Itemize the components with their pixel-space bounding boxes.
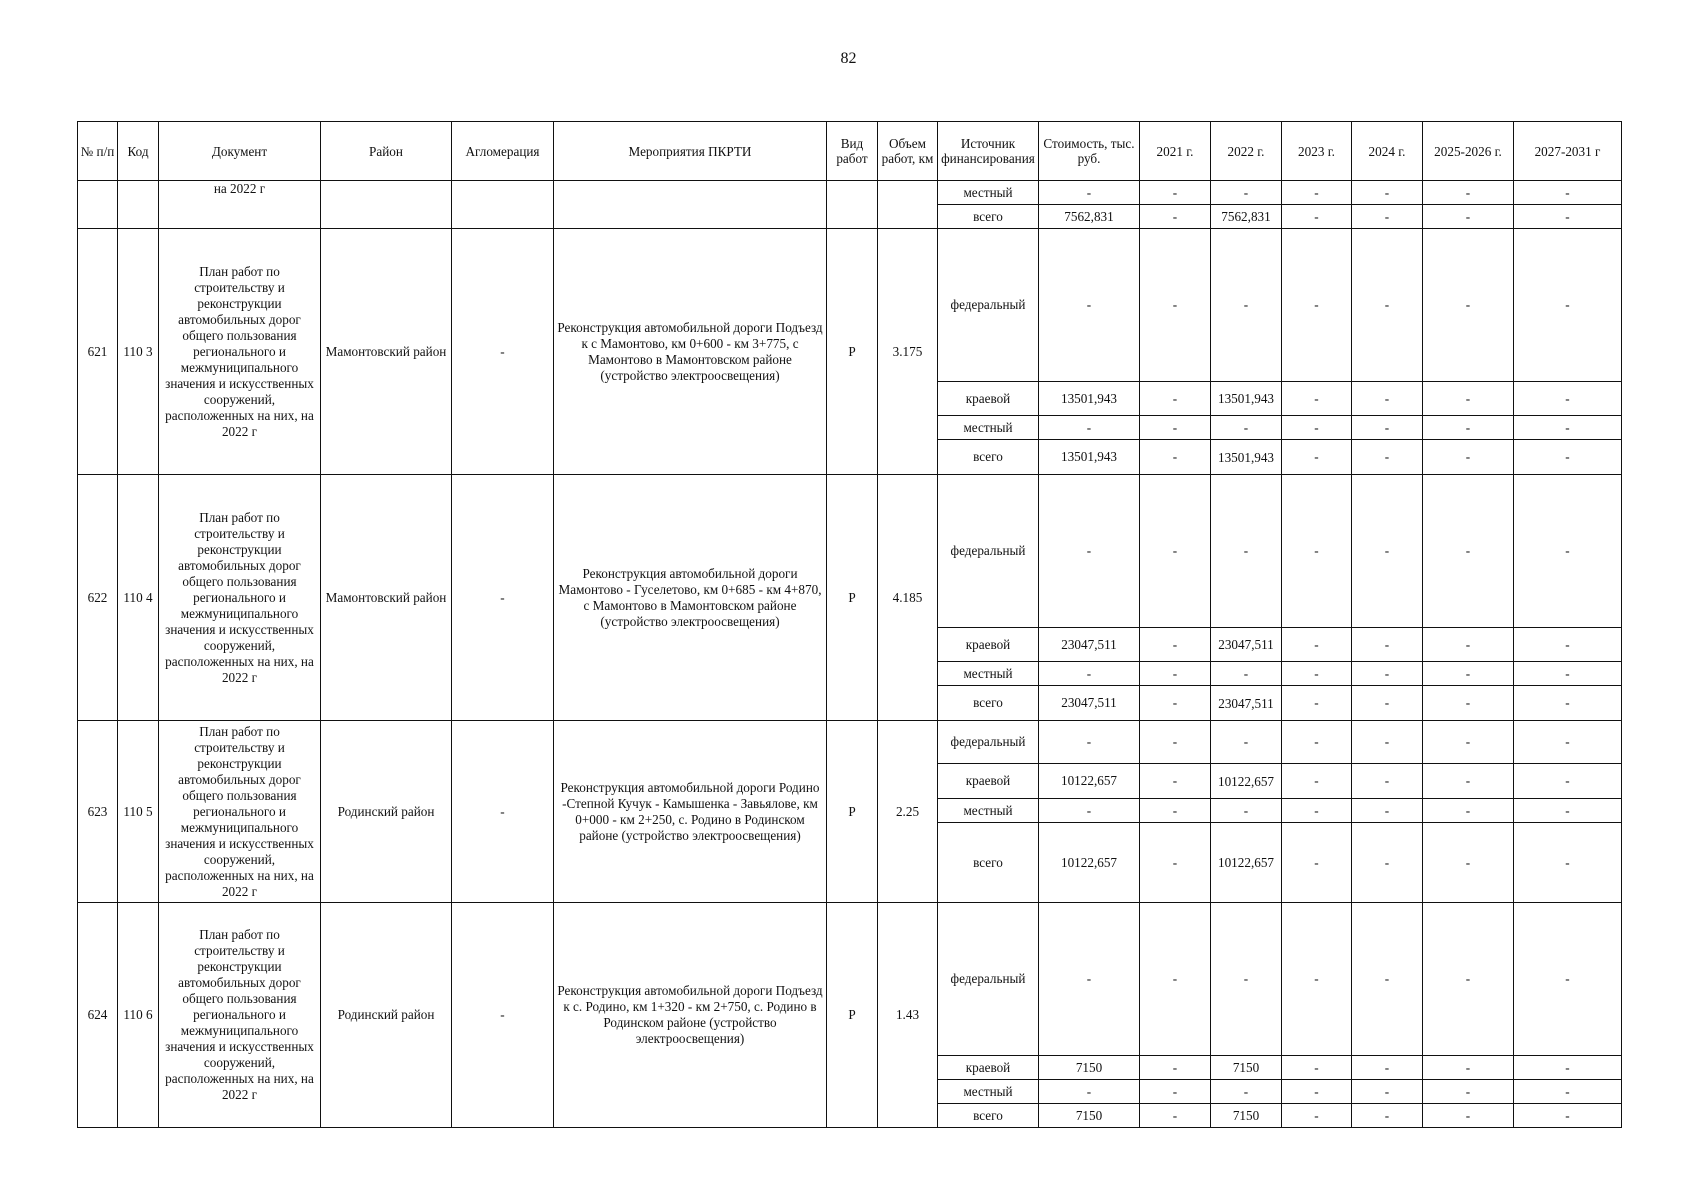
cell-2025-2026: - [1423,662,1514,686]
cell-2022: - [1211,475,1282,628]
header-code: Код [118,122,159,181]
cell-measure: Реконструкция автомобильной дороги Подъезд к с Мамонтово, км 0+600 - км 3+775, с Мамонтово в Мамонтовском районе (устройство электроосвещения) [554,229,827,475]
table-row [78,475,1622,628]
cell-2022: 23047,511 [1211,628,1282,662]
cell-2027-2031: - [1514,764,1622,799]
cell-cost: - [1039,903,1140,1056]
cell-volume: 4.185 [878,475,938,721]
cell-source: всего [938,205,1039,229]
cell-document: План работ по строительству и реконструкции автомобильных дорог общего пользования регионального и межмуниципального значения и искусственных сооружений, расположенных на них, на 2022 г [159,721,321,903]
cell-2024: - [1352,205,1423,229]
cell-volume: 2.25 [878,721,938,903]
cell-district: Мамонтовский район [321,229,452,475]
cell-2022: 13501,943 [1211,382,1282,416]
cell-2024: - [1352,662,1423,686]
header-2021: 2021 г. [1140,122,1211,181]
cell-measure: Реконструкция автомобильной дороги Мамонтово - Гуселетово, км 0+685 - км 4+870, с Мамонтово в Мамонтовском районе (устройство электроосвещения) [554,475,827,721]
cell-cost: 10122,657 [1039,823,1140,903]
cell-2021: - [1140,662,1211,686]
cell-2023: - [1282,686,1352,721]
cell-2025-2026: - [1423,440,1514,475]
cell-2021: - [1140,903,1211,1056]
cell-cost: - [1039,181,1140,205]
cell-2024: - [1352,229,1423,382]
cell-source: местный [938,662,1039,686]
cell-2023: - [1282,903,1352,1056]
cell-2023: - [1282,181,1352,205]
cell-2022: - [1211,1080,1282,1104]
cell-source: местный [938,416,1039,440]
cell-num [78,181,118,229]
header-num: № п/п [78,122,118,181]
cell-2023: - [1282,1104,1352,1128]
cell-cost: 7562,831 [1039,205,1140,229]
cell-measure [554,181,827,229]
cell-volume: 3.175 [878,229,938,475]
header-document: Документ [159,122,321,181]
cell-work-type: Р [827,721,878,903]
header-2022: 2022 г. [1211,122,1282,181]
cell-work-type: Р [827,903,878,1128]
cell-2025-2026: - [1423,1056,1514,1080]
header-source: Источник финансирования [938,122,1039,181]
cell-2024: - [1352,721,1423,764]
cell-2025-2026: - [1423,181,1514,205]
cell-num: 623 [78,721,118,903]
cell-cost: - [1039,1080,1140,1104]
cell-2027-2031: - [1514,229,1622,382]
cell-document: на 2022 г [159,181,321,229]
cell-2024: - [1352,686,1423,721]
cell-2022: 7150 [1211,1056,1282,1080]
cell-source: краевой [938,1056,1039,1080]
cell-2027-2031: - [1514,721,1622,764]
cell-2022: - [1211,181,1282,205]
cell-2022: - [1211,903,1282,1056]
cell-source: всего [938,1104,1039,1128]
cell-2022: - [1211,229,1282,382]
cell-2027-2031: - [1514,1104,1622,1128]
cell-2025-2026: - [1423,416,1514,440]
cell-measure: Реконструкция автомобильной дороги Родино -Степной Кучук - Камышенка - Завьялове, км 0+000 - км 2+250, с. Родино в Родинском районе (устройство электроосвещения) [554,721,827,903]
cell-2027-2031: - [1514,475,1622,628]
cell-source: местный [938,181,1039,205]
cell-source: краевой [938,628,1039,662]
cell-2024: - [1352,181,1423,205]
header-row [78,122,1622,181]
cell-2022: - [1211,799,1282,823]
cell-2025-2026: - [1423,1080,1514,1104]
financing-table [77,121,1622,1128]
cell-volume: 1.43 [878,903,938,1128]
cell-2022: 23047,511 [1211,686,1282,721]
cell-2021: - [1140,1104,1211,1128]
cell-2024: - [1352,416,1423,440]
cell-source: местный [938,1080,1039,1104]
header-2025-2026: 2025-2026 г. [1423,122,1514,181]
cell-2021: - [1140,799,1211,823]
cell-2023: - [1282,205,1352,229]
cell-cost: 13501,943 [1039,440,1140,475]
cell-2025-2026: - [1423,382,1514,416]
cell-2027-2031: - [1514,382,1622,416]
cell-2023: - [1282,1056,1352,1080]
cell-2023: - [1282,475,1352,628]
cell-2021: - [1140,764,1211,799]
cell-2021: - [1140,229,1211,382]
cell-work-type: Р [827,229,878,475]
cell-2023: - [1282,628,1352,662]
page-number: 82 [840,50,857,67]
cell-2025-2026: - [1423,799,1514,823]
cell-cost: 10122,657 [1039,764,1140,799]
cell-num: 621 [78,229,118,475]
cell-agglomeration: - [452,475,554,721]
cell-source: краевой [938,764,1039,799]
cell-cost: - [1039,416,1140,440]
cell-source: всего [938,440,1039,475]
cell-2021: - [1140,823,1211,903]
header-work-type: Вид работ [827,122,878,181]
cell-2022: 10122,657 [1211,823,1282,903]
cell-2022: 13501,943 [1211,440,1282,475]
cell-cost: 13501,943 [1039,382,1140,416]
cell-cost: - [1039,475,1140,628]
table-row [78,229,1622,382]
cell-2025-2026: - [1423,205,1514,229]
cell-2025-2026: - [1423,686,1514,721]
cell-volume [878,181,938,229]
cell-2027-2031: - [1514,903,1622,1056]
cell-cost: 7150 [1039,1056,1140,1080]
cell-2023: - [1282,721,1352,764]
cell-2024: - [1352,764,1423,799]
header-district: Район [321,122,452,181]
cell-cost: - [1039,721,1140,764]
cell-agglomeration: - [452,229,554,475]
cell-2022: 7562,831 [1211,205,1282,229]
cell-2021: - [1140,1056,1211,1080]
cell-2025-2026: - [1423,721,1514,764]
cell-2027-2031: - [1514,1080,1622,1104]
cell-2022: 7150 [1211,1104,1282,1128]
cell-source: федеральный [938,229,1039,382]
cell-2024: - [1352,475,1423,628]
cell-code: 110 5 [118,721,159,903]
cell-cost: - [1039,662,1140,686]
table-row [78,903,1622,1056]
cell-2025-2026: - [1423,229,1514,382]
cell-2024: - [1352,1080,1423,1104]
cell-source: федеральный [938,721,1039,764]
cell-2021: - [1140,382,1211,416]
cell-2027-2031: - [1514,205,1622,229]
cell-2025-2026: - [1423,903,1514,1056]
cell-2027-2031: - [1514,686,1622,721]
header-cost: Стоимость, тыс. руб. [1039,122,1140,181]
cell-2021: - [1140,416,1211,440]
cell-2021: - [1140,628,1211,662]
header-2023: 2023 г. [1282,122,1352,181]
cell-2024: - [1352,628,1423,662]
table-row [78,181,1622,205]
cell-code [118,181,159,229]
cell-document: План работ по строительству и реконструкции автомобильных дорог общего пользования регионального и межмуниципального значения и искусственных сооружений, расположенных на них, на 2022 г [159,903,321,1128]
cell-2021: - [1140,475,1211,628]
cell-2023: - [1282,823,1352,903]
cell-2021: - [1140,721,1211,764]
cell-2024: - [1352,903,1423,1056]
cell-2024: - [1352,1056,1423,1080]
cell-2027-2031: - [1514,628,1622,662]
cell-work-type [827,181,878,229]
cell-2024: - [1352,1104,1423,1128]
cell-2021: - [1140,1080,1211,1104]
cell-2024: - [1352,382,1423,416]
cell-district: Родинский район [321,903,452,1128]
cell-cost: 23047,511 [1039,686,1140,721]
cell-2022: - [1211,416,1282,440]
cell-num: 624 [78,903,118,1128]
cell-2024: - [1352,440,1423,475]
cell-2023: - [1282,764,1352,799]
header-agglomeration: Агломерация [452,122,554,181]
cell-2023: - [1282,416,1352,440]
cell-2025-2026: - [1423,1104,1514,1128]
cell-2027-2031: - [1514,440,1622,475]
cell-2021: - [1140,440,1211,475]
cell-2023: - [1282,1080,1352,1104]
header-2027-2031: 2027-2031 г [1514,122,1622,181]
cell-cost: 7150 [1039,1104,1140,1128]
cell-2027-2031: - [1514,416,1622,440]
cell-2022: - [1211,721,1282,764]
cell-num: 622 [78,475,118,721]
cell-code: 110 4 [118,475,159,721]
cell-2027-2031: - [1514,823,1622,903]
cell-2023: - [1282,229,1352,382]
cell-2022: 10122,657 [1211,764,1282,799]
cell-2027-2031: - [1514,799,1622,823]
cell-2021: - [1140,205,1211,229]
cell-source: краевой [938,382,1039,416]
cell-2023: - [1282,799,1352,823]
cell-document: План работ по строительству и реконструкции автомобильных дорог общего пользования регионального и межмуниципального значения и искусственных сооружений, расположенных на них, на 2022 г [159,229,321,475]
cell-cost: - [1039,799,1140,823]
table-row [78,721,1622,764]
cell-2021: - [1140,686,1211,721]
cell-2025-2026: - [1423,475,1514,628]
cell-2021: - [1140,181,1211,205]
cell-measure: Реконструкция автомобильной дороги Подъезд к с. Родино, км 1+320 - км 2+750, с. Родино в Родинском районе (устройство электроосвещения) [554,903,827,1128]
cell-source: федеральный [938,475,1039,628]
cell-2023: - [1282,440,1352,475]
cell-2023: - [1282,662,1352,686]
cell-source: федеральный [938,903,1039,1056]
cell-work-type: Р [827,475,878,721]
cell-2025-2026: - [1423,628,1514,662]
header-2024: 2024 г. [1352,122,1423,181]
header-volume: Объем работ, км [878,122,938,181]
cell-2027-2031: - [1514,662,1622,686]
cell-code: 110 3 [118,229,159,475]
header-measures: Мероприятия ПКРТИ [554,122,827,181]
cell-source: местный [938,799,1039,823]
cell-district: Мамонтовский район [321,475,452,721]
cell-cost: - [1039,229,1140,382]
cell-2022: - [1211,662,1282,686]
cell-2027-2031: - [1514,1056,1622,1080]
cell-district [321,181,452,229]
cell-agglomeration [452,181,554,229]
cell-source: всего [938,823,1039,903]
cell-source: всего [938,686,1039,721]
cell-2024: - [1352,799,1423,823]
cell-agglomeration: - [452,903,554,1128]
cell-code: 110 6 [118,903,159,1128]
cell-district: Родинский район [321,721,452,903]
cell-2027-2031: - [1514,181,1622,205]
cell-agglomeration: - [452,721,554,903]
cell-2025-2026: - [1423,823,1514,903]
cell-cost: 23047,511 [1039,628,1140,662]
cell-2024: - [1352,823,1423,903]
cell-2025-2026: - [1423,764,1514,799]
cell-document: План работ по строительству и реконструкции автомобильных дорог общего пользования регионального и межмуниципального значения и искусственных сооружений, расположенных на них, на 2022 г [159,475,321,721]
cell-2023: - [1282,382,1352,416]
